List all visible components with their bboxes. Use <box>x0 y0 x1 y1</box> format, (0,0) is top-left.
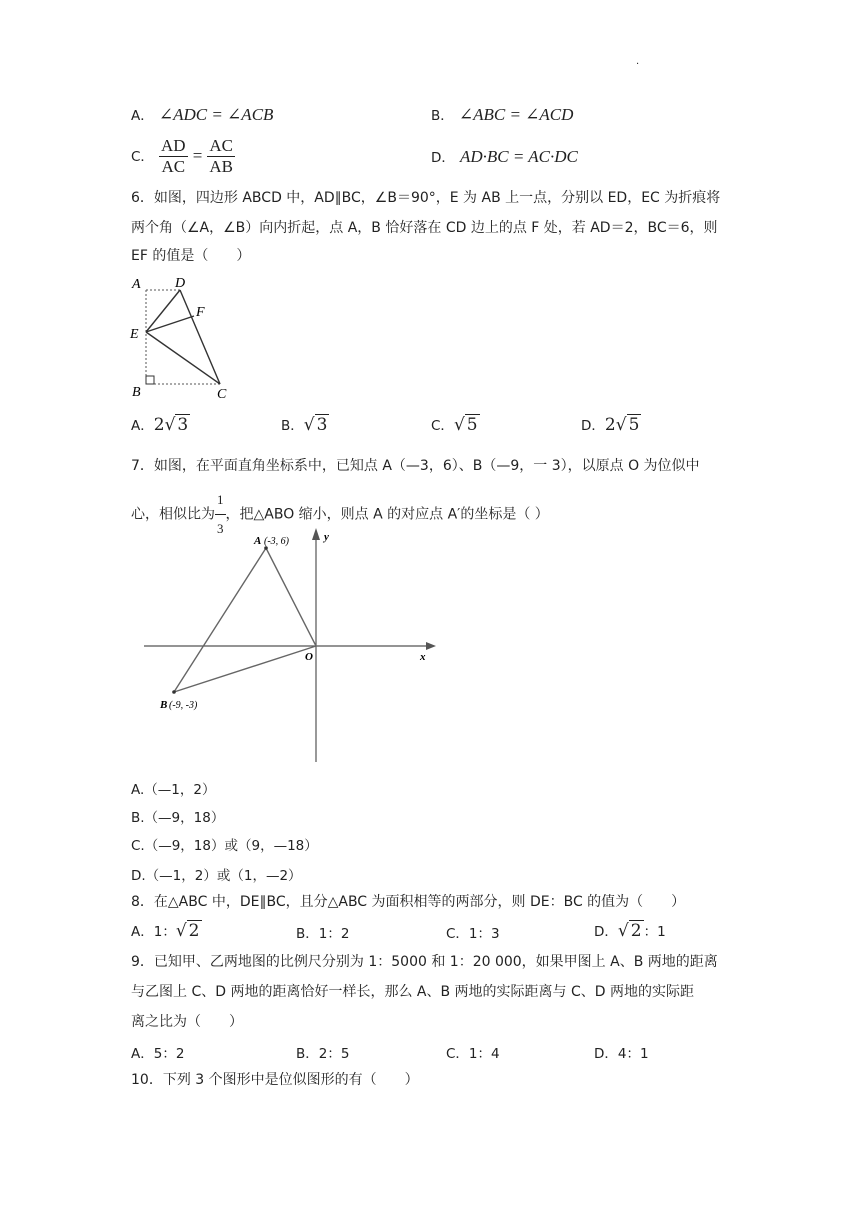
label-b-coord: (-9, -3) <box>169 700 198 711</box>
y-axis-arrow <box>312 528 320 540</box>
right-angle-mark <box>146 376 154 384</box>
q7-line-1: 7．如图，在平面直角坐标系中，已知点 A（—3，6）、B（—9，一 3），以原点 O 为位似中 <box>131 458 700 474</box>
page-marker: . <box>636 56 640 67</box>
label-b: B <box>132 385 141 400</box>
q9-option-d: D．4：1 <box>594 1046 649 1062</box>
triangle-abo <box>174 548 316 692</box>
label-d: D <box>175 276 186 291</box>
q5-option-a: A． ∠ADC = ∠ACB <box>131 105 274 124</box>
q6-figure <box>128 272 232 404</box>
ratio-fraction: $\frac{1}{3}$ <box>215 486 226 543</box>
label-b: B <box>160 699 168 711</box>
q6-option-b: B．√ 3 <box>281 415 328 435</box>
label-a-coord: (-3, 6) <box>264 536 289 547</box>
q8-option-d: D．√ 2 ：1 <box>594 921 666 941</box>
q8-option-c: C．1：3 <box>446 926 500 942</box>
x-axis-arrow <box>426 642 436 650</box>
q8-option-b: B．1：2 <box>296 926 350 942</box>
q5-option-c: C． $\frac{AD}{AC}$ = $\frac{AC}{AB}$ <box>131 136 233 176</box>
q9-option-b: B．2：5 <box>296 1046 350 1062</box>
label-a: A <box>254 535 262 547</box>
q5-option-b: B． ∠ABC = ∠ACD <box>431 105 574 124</box>
q7-option-a: A.（—1，2） <box>131 782 216 798</box>
fraction: $\frac{AD}{AC}$ <box>161 136 186 176</box>
q10-stem: 10．下列 3 个图形中是位似图形的有（ ） <box>131 1072 419 1088</box>
q9-option-c: C．1：4 <box>446 1046 500 1062</box>
q5-option-d: D． AD·BC = AC·DC <box>431 147 578 166</box>
fraction: $\frac{AC}{AB}$ <box>209 136 233 176</box>
q9-option-a: A．5：2 <box>131 1046 185 1062</box>
q9-line-3: 离之比为（ ） <box>131 1014 243 1030</box>
q7-coordinate-figure <box>140 526 440 770</box>
q6-option-a: A．2√ 3 <box>131 415 189 435</box>
q9-line-1: 9．已知甲、乙两地图的比例尺分别为 1：5000 和 1：20 000，如果甲图上 A、B 两地的距离 <box>131 954 718 970</box>
q9-line-2: 与乙图上 C、D 两地的距离恰好一样长，那么 A、B 两地的实际距离与 C、D 两地的实际距 <box>131 984 694 1000</box>
q7-option-d: D.（—1，2）或（1，—2） <box>131 868 302 884</box>
q8-option-a: A．1：√ 2 <box>131 921 200 941</box>
label-f: F <box>196 305 205 320</box>
q7-option-b: B.（—9，18） <box>131 810 225 826</box>
q6-option-c: C．√ 5 <box>431 415 478 435</box>
label-a: A <box>132 277 141 292</box>
q6-line-2: 两个角（∠A，∠B）向内折起，点 A，B 恰好落在 CD 边上的点 F 处，若 AD＝2，BC＝6，则 <box>131 220 718 236</box>
label-c: C <box>217 387 227 402</box>
label-y: y <box>324 531 329 543</box>
q8-stem: 8．在△ABC 中，DE∥BC，且分△ABC 为面积相等的两部分，则 DE：BC 的值为（ ） <box>131 894 686 910</box>
label-x: x <box>420 651 426 663</box>
q6-line-3: EF 的值是（ ） <box>131 248 251 264</box>
q6-line-1: 6．如图，四边形 ABCD 中，AD∥BC，∠B＝90°，E 为 AB 上一点，分别以 ED，EC 为折痕将 <box>131 190 721 206</box>
label-o: O <box>305 651 313 663</box>
point-b <box>172 690 176 694</box>
label-e: E <box>130 327 139 342</box>
q7-option-c: C.（—9，18）或（9，—18） <box>131 838 318 854</box>
q6-option-d: D．2√ 5 <box>581 415 640 435</box>
q7-line-2: 心，相似比为 $\frac{1}{3}$ ，把△ABO 缩小，则点 A 的对应点 A′的坐标是（ ） <box>131 486 549 543</box>
